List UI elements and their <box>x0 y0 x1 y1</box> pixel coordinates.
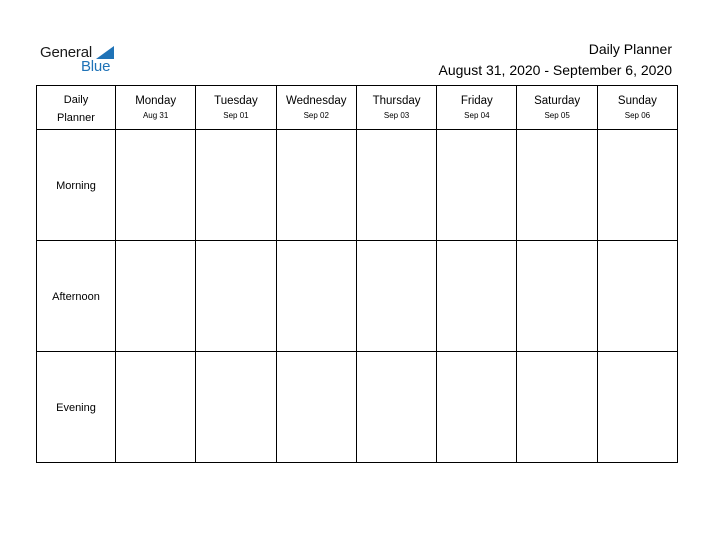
planner-cell[interactable] <box>356 352 436 463</box>
day-header-monday <box>116 86 196 130</box>
planner-cell[interactable] <box>116 130 196 241</box>
period-row-evening <box>37 352 678 463</box>
planner-cell[interactable] <box>196 241 276 352</box>
planner-cell[interactable] <box>437 352 517 463</box>
day-date: Sep 01 <box>223 110 249 120</box>
planner-cell[interactable] <box>196 352 276 463</box>
period-label: Morning <box>56 180 96 192</box>
date-range: August 31, 2020 - September 6, 2020 <box>438 62 672 78</box>
logo-text-general: General <box>40 44 92 61</box>
day-name: Tuesday <box>214 94 258 107</box>
day-header-tuesday <box>196 86 276 130</box>
day-name: Monday <box>135 94 177 107</box>
planner-cell[interactable] <box>276 130 356 241</box>
day-name: Thursday <box>372 94 421 107</box>
period-row-morning <box>37 130 678 241</box>
planner-cell[interactable] <box>517 241 597 352</box>
planner-cell[interactable] <box>116 241 196 352</box>
corner-label: Daily Planner <box>57 93 95 124</box>
planner-cell[interactable] <box>437 130 517 241</box>
logo-text-blue: Blue <box>81 58 111 75</box>
day-name: Sunday <box>617 94 657 107</box>
period-label-cell <box>37 352 116 463</box>
day-name: Friday <box>460 94 493 107</box>
planner-cell[interactable] <box>356 130 436 241</box>
generalblue-logo <box>40 44 120 76</box>
period-label-cell <box>37 241 116 352</box>
planner-cell[interactable] <box>116 352 196 463</box>
day-name: Saturday <box>534 94 581 107</box>
day-date: Sep 06 <box>624 110 651 120</box>
day-date: Sep 04 <box>464 110 490 120</box>
day-date: Aug 31 <box>142 110 169 120</box>
day-date: Sep 05 <box>544 110 570 120</box>
planner-cell[interactable] <box>196 130 276 241</box>
planner-cell[interactable] <box>437 241 517 352</box>
day-name: Wednesday <box>285 94 347 107</box>
header-row <box>37 86 678 130</box>
day-date: Sep 02 <box>303 110 329 120</box>
period-label: Afternoon <box>52 291 100 303</box>
period-row-afternoon <box>37 241 678 352</box>
planner-cell[interactable] <box>276 241 356 352</box>
planner-cell[interactable] <box>597 352 677 463</box>
day-date: Sep 03 <box>383 110 410 120</box>
day-header-friday <box>437 86 517 130</box>
planner-cell[interactable] <box>517 352 597 463</box>
day-header-sunday <box>597 86 677 130</box>
day-header-wednesday <box>276 86 356 130</box>
corner-cell <box>37 86 116 130</box>
period-label-cell <box>37 130 116 241</box>
document-header <box>439 40 673 79</box>
day-header-saturday <box>517 86 597 130</box>
planner-cell[interactable] <box>356 241 436 352</box>
planner-cell[interactable] <box>597 130 677 241</box>
planner-cell[interactable] <box>597 241 677 352</box>
planner-cell[interactable] <box>517 130 597 241</box>
page-title: Daily Planner <box>588 41 672 57</box>
day-header-thursday <box>356 86 436 130</box>
planner-table <box>36 85 678 463</box>
period-label: Evening <box>56 402 96 414</box>
planner-cell[interactable] <box>276 352 356 463</box>
